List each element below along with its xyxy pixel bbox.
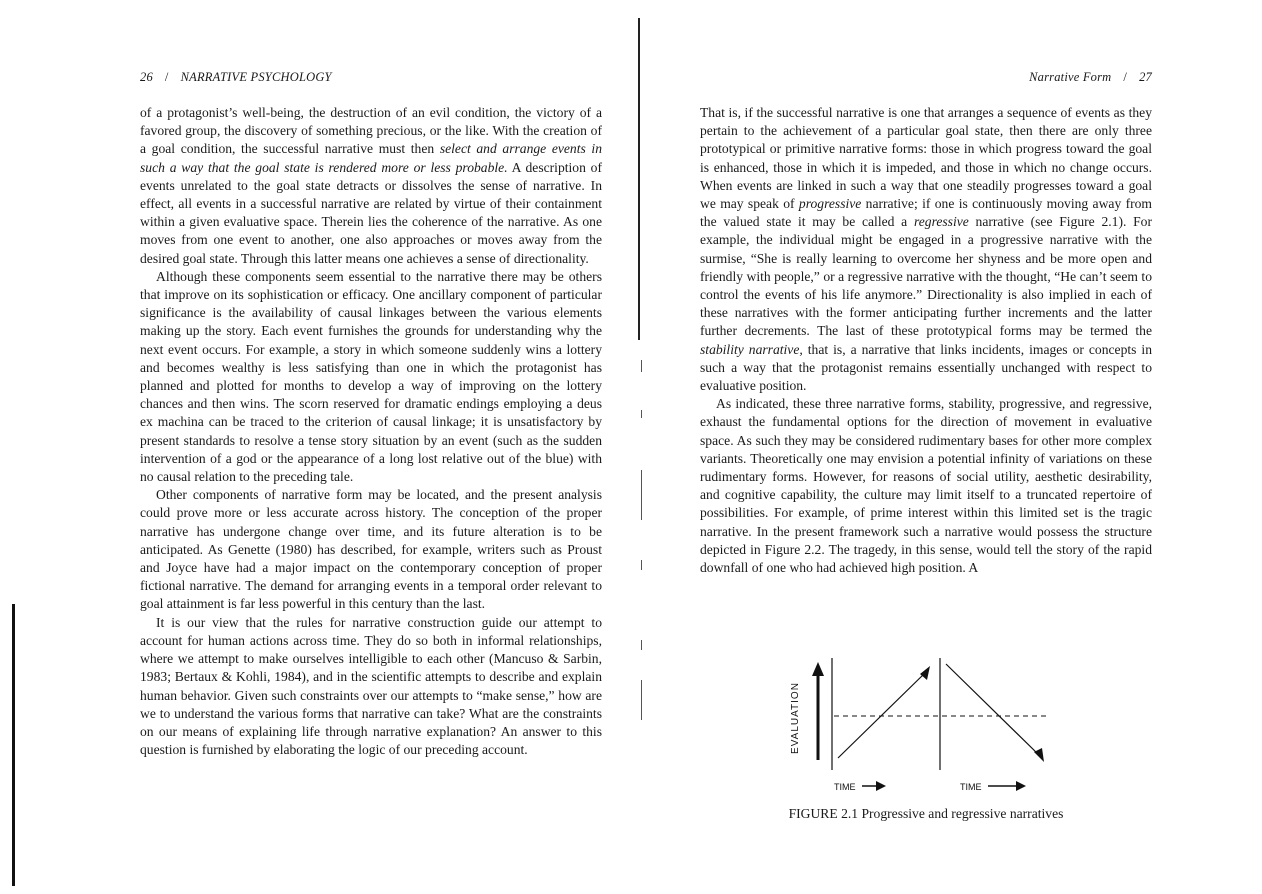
gutter-mark bbox=[641, 640, 642, 650]
left-page-header bbox=[140, 70, 602, 85]
gutter-mark bbox=[641, 360, 642, 372]
progressive-line bbox=[838, 672, 926, 758]
gutter-mark bbox=[641, 560, 642, 570]
right-page-number: 27 bbox=[1139, 70, 1152, 84]
right-page-header bbox=[700, 70, 1152, 85]
right-p1-text-c: narrative (see Figure 2.1). For example, the individual might be engaged in a progressive narrative with the surmise, “She is really learning to overcome her shyness and be more open and friendly with people,” or a regressive narrative with the thought, “He can’t seem to control the events of his life anymore.” Directionality is also implied in each of these narratives with the former anticipating further increments and the latter further decrements. The last of these prototypical forms may be termed the bbox=[700, 214, 1152, 339]
right-p1-text-d: that is, a narrative that links incidents, images or concepts in such a way that the protagonist remains essentially unchanged with respect to evaluative position. bbox=[700, 341, 1152, 394]
progressive-arrowhead bbox=[920, 666, 930, 680]
left-running-title: NARRATIVE PSYCHOLOGY bbox=[180, 70, 332, 84]
time-label-right: TIME bbox=[960, 782, 982, 792]
figure-caption: FIGURE 2.1 Progressive and regressive narratives bbox=[788, 806, 1064, 821]
right-page-body bbox=[700, 104, 1152, 577]
gutter-mark bbox=[641, 410, 642, 418]
left-page-number: 26 bbox=[140, 70, 153, 84]
left-p1-text-a: of a protagonist’s well-being, the destruction of an evil condition, the victory of a favored group, the discovery of something precious, or the like. With the creation of a goal condition, the successful narrative must then bbox=[140, 105, 602, 157]
left-p1-text-b: A description of events unrelated to the goal state detracts or dissolves the sense of narrative. In effect, all events in a successful narrative are related by virtue of their containment within a given evaluative space. Therein lies the coherence of the narrative. As one moves from one event to another, one also approaches or moves away from the desired goal state. Through this latter means one achieves a sense of directionality. bbox=[140, 159, 602, 266]
right-p1-italic-regressive: regressive bbox=[913, 214, 969, 230]
y-axis-label: EVALUATION bbox=[790, 682, 801, 754]
right-paragraph-2: As indicated, these three narrative forms, stability, progressive, and regressive, exhaust the fundamental options for the direction of movement in evaluative space. As such they may be considered rudimentary bases for other more complex variants. Theoretically one may envision a potential infinity of variations on these rudimentary forms. However, for reasons of social utility, aesthetic desirability, and cognitive capability, the culture may limit itself to a truncated repertoire of possibilities. For example, of prime interest within this limited set is the tragic narrative. In the present framework such a narrative would possess the structure depicted in Figure 2.2. The tragedy, in this sense, would tell the story of the rapid downfall of one who had achieved high position. A bbox=[700, 396, 1152, 576]
gutter-mark bbox=[641, 470, 642, 520]
time-arrowhead-left bbox=[876, 781, 886, 791]
right-p1-italic-stability: stability narrative, bbox=[700, 341, 803, 357]
right-p1-text-b: narrative; if one is continuously moving away from the valued state it may be called a bbox=[700, 196, 1153, 230]
left-paragraph-1 bbox=[140, 104, 602, 268]
left-paragraph-3: Other components of narrative form may be located, and the present analysis could prove more or less accurate across history. The conception of the proper narrative has undergone change over time, and its future alteration is to be anticipated. As Genette (1980) has described, for example, writers such as Proust and Joyce have had a major impact on the contemporary conception of proper fictional narrative. The demand for arranging events in a temporal order relevant to goal attainment is far less powerful in this century than the last. bbox=[140, 487, 602, 612]
time-arrowhead-right bbox=[1016, 781, 1026, 791]
left-page-body bbox=[140, 104, 602, 759]
scan-edge-bar bbox=[12, 604, 15, 886]
gutter-line bbox=[638, 18, 640, 340]
right-paragraph-1 bbox=[700, 104, 1152, 395]
right-header-separator: / bbox=[1123, 70, 1128, 84]
left-header-separator: / bbox=[164, 70, 169, 84]
regressive-line bbox=[946, 664, 1040, 756]
right-p1-text-a: That is, if the successful narrative is one that arranges a sequence of events as they pertain to the achievement of a particular goal state, then there are only three prototypical or primitive narrative forms: those in which progress toward the goal is enhanced, those in which it is impeded, and those in which no change occurs. When events are linked in such a way that one steadily progresses toward a goal we may speak of bbox=[700, 105, 1152, 212]
time-label-left: TIME bbox=[834, 782, 856, 792]
left-paragraph-4: It is our view that the rules for narrative construction guide our attempt to account for human actions across time. They do so both in informal relationships, where we attempt to make ourselves intelligible to each other (Mancuso & Sarbin, 1983; Bertaux & Kohli, 1984), and in the scientific attempts to describe and explain human behavior. Given such constraints over our attempts to “make sense,” how are we to understand the various forms that narrative can take? What are the constraints on our means of explaining life through narrative explanation? An answer to this question is furnished by elaborating the logic of our preceding account. bbox=[140, 614, 602, 758]
figure-2-1-diagram bbox=[782, 650, 1072, 800]
figure-2-1 bbox=[782, 650, 1072, 800]
gutter-mark bbox=[641, 680, 642, 720]
left-p1-italic: select and arrange events in such a way that the goal state is rendered more or less probable. bbox=[140, 141, 602, 175]
regressive-arrowhead bbox=[1034, 748, 1044, 762]
left-paragraph-2: Although these components seem essential to the narrative there may be others that improve on its sophistication or efficacy. One ancillary component of particular significance is the availability of causal linkages between the various elements making up the story. Each event furnishes the grounds for understanding why the next event occurs. For example, a story in which someone suddenly wins a lottery and becomes wealthy is less satisfying than one in which the protagonist has planned and plotted for months to develop a way of improving on the lottery chances and then wins. The scorn reserved for dramatic endings employing a deus ex machina can be traced to the criterion of causal linkage; it is unsatisfactory by present standards to resolve a tense story situation by an event (such as the sudden intervention of a god or the appearance of a long lost relative out of the blue) with no causal relation to the preceding tale. bbox=[140, 268, 602, 485]
right-p1-italic-progressive: progressive bbox=[798, 196, 862, 212]
right-running-title: Narrative Form bbox=[1029, 70, 1112, 84]
y-axis-arrowhead bbox=[812, 662, 824, 676]
